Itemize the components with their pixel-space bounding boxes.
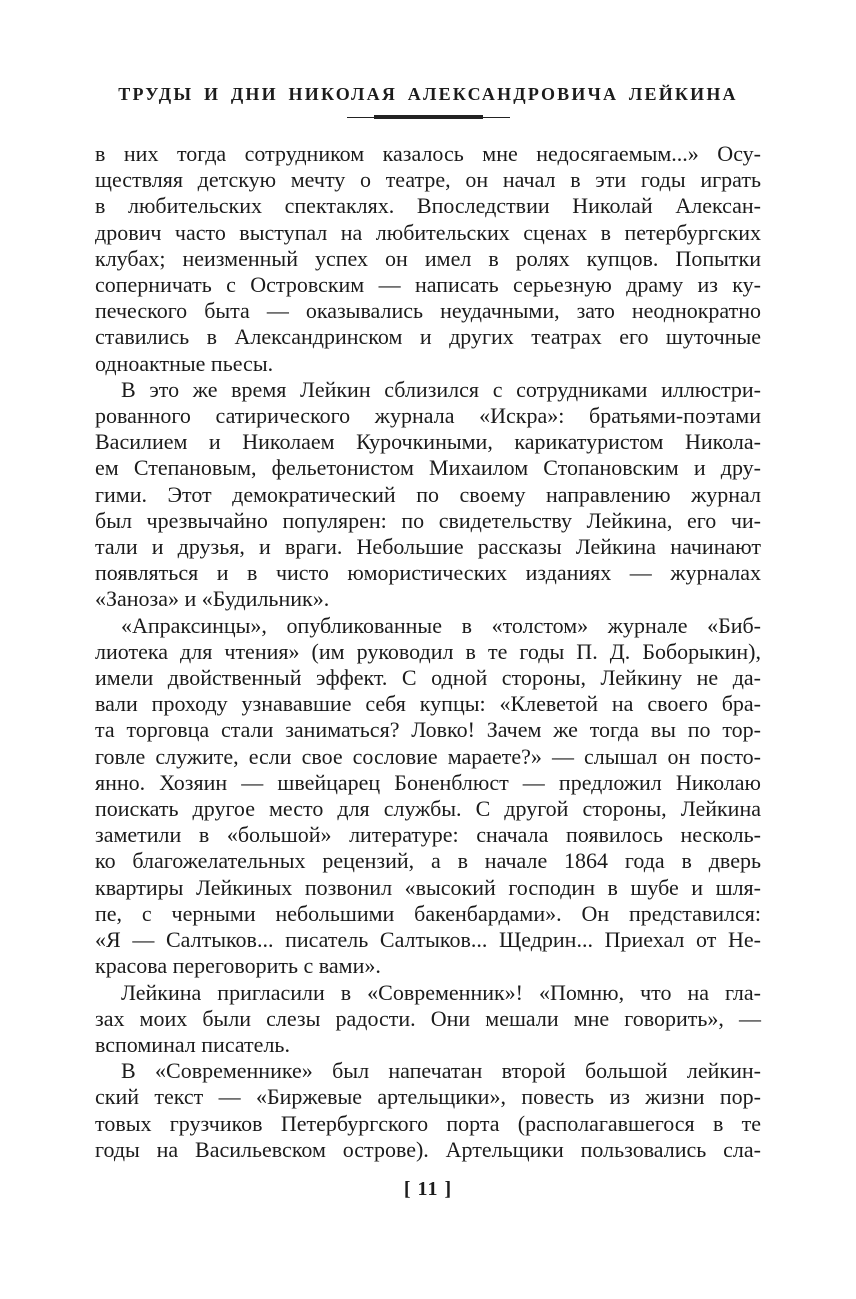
text-line: товых грузчиков Петербургского порта (располагавшегося в те [95,1110,761,1136]
text-line: дрович часто выступал на любительских сценах в петербургских [95,219,761,245]
text-line: Лейкина пригласили в «Современник»! «Помню, что на гла- [121,979,761,1005]
text-line: появляться и в чисто юмористических изданиях — журналах [95,560,761,586]
text-line: имели двойственный эффект. С одной стороны, Лейкину не да- [95,665,761,691]
text-line: «Апраксинцы», опубликованные в «толстом» журнале «Биб- [121,612,761,638]
text-line: В «Современнике» был напечатан второй большой лейкин- [121,1058,761,1084]
page-number: [ 11 ] [403,1177,453,1200]
paragraph [95,1058,761,1163]
text-line: вали проходу узнававшие себя купцы: «Клеветой на своего бра- [95,691,761,717]
text-line: «Заноза» и «Будильник». [95,586,330,612]
text-line: Василием и Николаем Курочкиными, карикатуристом Никола- [95,429,761,455]
running-head: ТРУДЫ И ДНИ НИКОЛАЯ АЛЕКСАНДРОВИЧА ЛЕЙКИНА [118,84,738,104]
paragraph [95,141,761,377]
text-line: в любительских спектаклях. Впоследствии Николай Алексан- [95,193,761,219]
text-line: лиотека для чтения» (им руководил в те годы П. Д. Боборыкин), [95,638,761,664]
text-line: янно. Хозяин — швейцарец Боненблюст — предложил Николаю [95,769,761,795]
text-line: гими. Этот демократический по своему направлению журнал [95,481,761,507]
text-line: ем Степановым, фельетонистом Михаилом Стопановским и дру- [95,455,761,481]
text-line: ко благожелательных рецензий, а в начале 1864 года в дверь [95,848,761,874]
header-rule [347,114,510,120]
text-line: «Я — Салтыков... писатель Салтыков... Щедрин... Приехал от Не- [95,927,761,953]
text-line: печеского быта — оказывались неудачными, зато неоднократно [95,298,761,324]
text-line: зах моих были слезы радости. Они мешали мне говорить», — [95,1005,761,1031]
text-line: соперничать с Островским — написать серьезную драму из ку- [95,272,761,298]
text-line: заметили в «большой» литературе: сначала появилось несколь- [95,822,761,848]
paragraph [95,613,761,980]
text-line: пе, с черными небольшими бакенбардами». Он представился: [95,900,761,926]
text-line: в них тогда сотрудником казалось мне недосягаемым...» Осу- [95,141,761,166]
text-line: ский текст — «Биржевые артельщики», повесть из жизни пор- [95,1084,761,1110]
text-line: одноактные пьесы. [95,350,274,376]
text-line: говле служите, если свое сословие мараете?» — слышал он посто- [95,743,761,769]
text-line: клубах; неизменный успех он имел в ролях купцов. Попытки [95,245,761,271]
text-line: был чрезвычайно популярен: по свидетельству Лейкина, его чи- [95,507,761,533]
text-line: квартиры Лейкиных позвонил «высокий господин в шубе и шля- [95,874,761,900]
text-line: вспоминал писатель. [95,1031,290,1057]
text-line: красова переговорить с вами». [95,953,381,979]
text-line: тали и друзья, и враги. Небольшие рассказы Лейкина начинают [95,534,761,560]
body-text [95,141,761,1163]
paragraph [95,980,761,1059]
text-line: поискать другое место для службы. С другой стороны, Лейкина [95,796,761,822]
paragraph [95,377,761,613]
text-line: В это же время Лейкин сблизился с сотрудниками иллюстри- [121,376,761,402]
text-line: рованного сатирического журнала «Искра»: братьями-поэтами [95,403,761,429]
text-line: ществляя детскую мечту о театре, он начал в эти годы играть [95,167,761,193]
text-line: та торговца стали заниматься? Ловко! Зачем же тогда вы по тор- [95,717,761,743]
text-line: ставились в Александринском и других театрах его шуточные [95,324,761,350]
text-line: годы на Васильевском острове). Артельщики пользовались сла- [95,1136,761,1162]
